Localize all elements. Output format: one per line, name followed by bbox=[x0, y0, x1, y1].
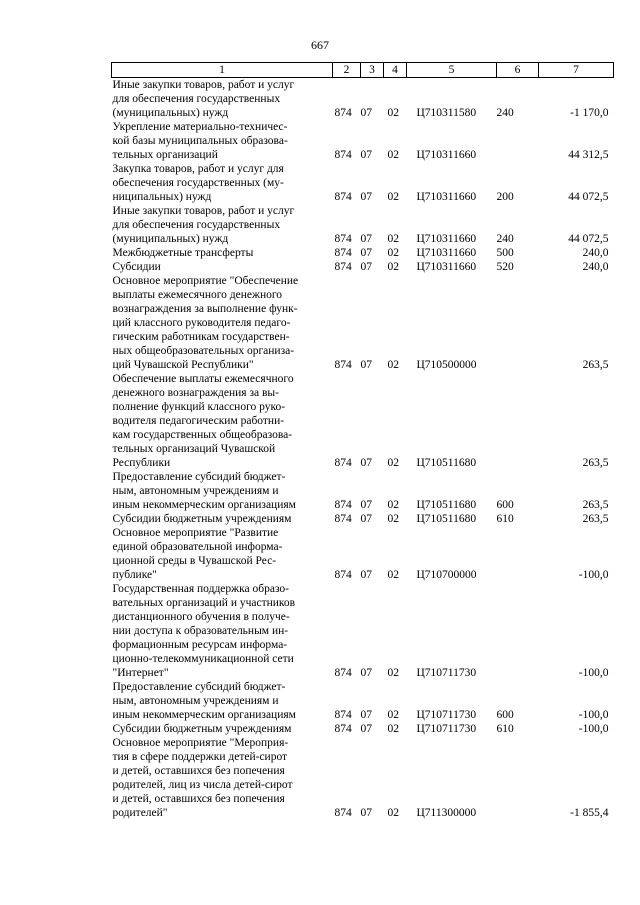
cell-c4: 02 bbox=[387, 513, 399, 525]
cell-c5: Ц710311660 bbox=[416, 149, 477, 161]
row-description bbox=[112, 512, 333, 526]
cell-c7: 240,0 bbox=[582, 261, 609, 273]
row-description bbox=[112, 78, 333, 121]
cell-c4: 02 bbox=[387, 191, 399, 203]
cell-c5: Ц710311660 bbox=[416, 261, 477, 273]
header-cell-2: 2 bbox=[333, 63, 361, 78]
cell-c3: 07 bbox=[360, 149, 372, 161]
cell-c2: 874 bbox=[334, 723, 352, 735]
cell-c5: Ц710311660 bbox=[416, 233, 477, 245]
cell-c2: 874 bbox=[334, 191, 352, 203]
table-row bbox=[112, 246, 614, 260]
row-description bbox=[112, 162, 333, 204]
row-description bbox=[112, 582, 333, 680]
description-line: Иные закупки товаров, работ и услуг bbox=[112, 79, 295, 91]
cell-c3: 07 bbox=[360, 107, 372, 119]
description-line: нии доступа к образовательным ин- bbox=[112, 625, 289, 637]
description-line: (муниципальных) нужд bbox=[112, 107, 229, 119]
cell-c7: 44 312,5 bbox=[568, 149, 609, 161]
cell-c5: Ц710711730 bbox=[416, 667, 477, 679]
cell-c4: 02 bbox=[387, 149, 399, 161]
cell-c5: Ц710511680 bbox=[416, 499, 477, 511]
cell-c7: -100,0 bbox=[578, 723, 609, 735]
cell-c3: 07 bbox=[360, 247, 372, 259]
description-line: ционной среды в Чувашской Рес- bbox=[112, 555, 277, 567]
cell-c2: 874 bbox=[334, 667, 352, 679]
cell-c7: 263,5 bbox=[582, 513, 609, 525]
row-description bbox=[112, 204, 333, 246]
cell-c4: 02 bbox=[387, 807, 399, 819]
row-description bbox=[112, 274, 333, 372]
description-line: водителя педагогическим работни- bbox=[112, 415, 285, 427]
cell-c4: 02 bbox=[387, 569, 399, 581]
cell-c3: 07 bbox=[360, 233, 372, 245]
cell-c6: 600 bbox=[496, 709, 514, 721]
cell-c2: 874 bbox=[334, 359, 352, 371]
description-line: Субсидии бюджетным учреждениям bbox=[112, 513, 292, 525]
description-line: публике" bbox=[112, 569, 157, 581]
table-row bbox=[112, 78, 614, 121]
description-line: "Интернет" bbox=[112, 667, 169, 679]
description-line: ных общеобразовательных организа- bbox=[112, 345, 295, 357]
description-line: Субсидии bbox=[112, 261, 161, 273]
description-line: для обеспечения государственных bbox=[112, 219, 281, 231]
cell-c2: 874 bbox=[334, 807, 352, 819]
table-body bbox=[112, 78, 614, 821]
description-line: кой базы муниципальных образова- bbox=[112, 135, 288, 147]
budget-table bbox=[111, 62, 614, 820]
table-row bbox=[112, 680, 614, 722]
cell-c4: 02 bbox=[387, 709, 399, 721]
description-line: для обеспечения государственных bbox=[112, 93, 281, 105]
header-cell-3: 3 bbox=[361, 63, 384, 78]
cell-c2: 874 bbox=[334, 499, 352, 511]
cell-c5: Ц710711730 bbox=[416, 709, 477, 721]
cell-c3: 07 bbox=[360, 569, 372, 581]
cell-c4: 02 bbox=[387, 107, 399, 119]
cell-c2: 874 bbox=[334, 261, 352, 273]
description-line: дистанционного обучения в получе- bbox=[112, 611, 290, 623]
cell-c3: 07 bbox=[360, 261, 372, 273]
cell-c5: Ц710511680 bbox=[416, 513, 477, 525]
cell-c5: Ц710511680 bbox=[416, 457, 477, 469]
description-line: ным, автономным учреждениям и bbox=[112, 485, 279, 497]
row-description bbox=[112, 470, 333, 512]
header-cell-6: 6 bbox=[497, 63, 539, 78]
row-description bbox=[112, 680, 333, 722]
description-line: иным некоммерческим организациям bbox=[112, 499, 296, 511]
description-line: тельных организаций Чувашской bbox=[112, 443, 276, 455]
cell-c2: 874 bbox=[334, 247, 352, 259]
cell-c3: 07 bbox=[360, 723, 372, 735]
table-row bbox=[112, 120, 614, 162]
description-line: (муниципальных) нужд bbox=[112, 233, 229, 245]
cell-c7: -100,0 bbox=[578, 709, 609, 721]
header-cell-7: 7 bbox=[539, 63, 614, 78]
description-line: Республики bbox=[112, 457, 171, 469]
cell-c2: 874 bbox=[334, 233, 352, 245]
description-line: кам государственных общеобразова- bbox=[112, 429, 293, 441]
description-line: Основное мероприятие "Мероприя- bbox=[112, 737, 289, 749]
cell-c6: 610 bbox=[496, 513, 514, 525]
table-row bbox=[112, 204, 614, 246]
cell-c6 bbox=[497, 120, 539, 162]
table-row bbox=[112, 470, 614, 512]
description-line: Обеспечение выплаты ежемесячного bbox=[112, 373, 294, 385]
description-line: ций классного руководителя педаго- bbox=[112, 317, 291, 329]
cell-c7: 263,5 bbox=[582, 499, 609, 511]
header-cell-4: 4 bbox=[384, 63, 407, 78]
cell-c7: 240,0 bbox=[582, 247, 609, 259]
table-row bbox=[112, 582, 614, 680]
cell-c4: 02 bbox=[387, 457, 399, 469]
cell-c7: -100,0 bbox=[578, 667, 609, 679]
row-description bbox=[112, 372, 333, 470]
cell-c7: -100,0 bbox=[578, 569, 609, 581]
cell-c6: 600 bbox=[496, 499, 514, 511]
table-row bbox=[112, 736, 614, 820]
cell-c7: 263,5 bbox=[582, 359, 609, 371]
table-row bbox=[112, 372, 614, 470]
description-line: ным, автономным учреждениям и bbox=[112, 695, 279, 707]
description-line: Предоставление субсидий бюджет- bbox=[112, 681, 286, 693]
cell-c6: 240 bbox=[496, 233, 514, 245]
cell-c6 bbox=[497, 372, 539, 470]
description-line: ций Чувашской Республики" bbox=[112, 359, 254, 371]
cell-c7: 44 072,5 bbox=[568, 191, 609, 203]
header-cell-5: 5 bbox=[407, 63, 497, 78]
cell-c3: 07 bbox=[360, 457, 372, 469]
cell-c2: 874 bbox=[334, 107, 352, 119]
description-line: Предоставление субсидий бюджет- bbox=[112, 471, 286, 483]
cell-c4: 02 bbox=[387, 261, 399, 273]
row-description bbox=[112, 120, 333, 162]
page-number: 667 bbox=[311, 38, 329, 52]
cell-c3: 07 bbox=[360, 807, 372, 819]
description-line: ниципальных) нужд bbox=[112, 191, 212, 203]
description-line: ционно-телекоммуникационной сети bbox=[112, 653, 294, 665]
description-line: и детей, оставшихся без попечения bbox=[112, 793, 285, 805]
cell-c2: 874 bbox=[334, 569, 352, 581]
description-line: формационным ресурсам информа- bbox=[112, 639, 288, 651]
description-line: и детей, оставшихся без попечения bbox=[112, 765, 285, 777]
description-line: денежного вознаграждения за вы- bbox=[112, 387, 279, 399]
cell-c6: 520 bbox=[496, 261, 514, 273]
cell-c5: Ц710711730 bbox=[416, 723, 477, 735]
cell-c6 bbox=[497, 582, 539, 680]
description-line: родителей, лиц из числа детей-сирот bbox=[112, 779, 293, 791]
description-line: иным некоммерческим организациям bbox=[112, 709, 296, 721]
cell-c4: 02 bbox=[387, 233, 399, 245]
row-description bbox=[112, 722, 333, 736]
cell-c7: 263,5 bbox=[582, 457, 609, 469]
description-line: обеспечения государственных (му- bbox=[112, 177, 284, 189]
description-line: Основное мероприятие "Развитие bbox=[112, 527, 279, 539]
cell-c3: 07 bbox=[360, 709, 372, 721]
cell-c2: 874 bbox=[334, 513, 352, 525]
cell-c7: -1 170,0 bbox=[570, 107, 609, 119]
table-row bbox=[112, 722, 614, 736]
cell-c5: Ц711300000 bbox=[416, 807, 477, 819]
cell-c5: Ц710500000 bbox=[416, 359, 477, 371]
description-line: вательных организаций и участников bbox=[112, 597, 296, 609]
cell-c5: Ц710700000 bbox=[416, 569, 477, 581]
cell-c7: 44 072,5 bbox=[568, 233, 609, 245]
description-line: Государственная поддержка образо- bbox=[112, 583, 290, 595]
table-row bbox=[112, 274, 614, 372]
cell-c2: 874 bbox=[334, 149, 352, 161]
cell-c6: 610 bbox=[496, 723, 514, 735]
cell-c3: 07 bbox=[360, 359, 372, 371]
row-description bbox=[112, 246, 333, 260]
description-line: Укрепление материально-техничес- bbox=[112, 121, 288, 133]
description-line: тия в сфере поддержки детей-сирот bbox=[112, 751, 288, 763]
cell-c7: -1 855,4 bbox=[570, 807, 609, 819]
cell-c6: 500 bbox=[496, 247, 514, 259]
row-description bbox=[112, 736, 333, 820]
cell-c4: 02 bbox=[387, 667, 399, 679]
cell-c5: Ц710311660 bbox=[416, 191, 477, 203]
description-line: полнение функций классного руко- bbox=[112, 401, 286, 413]
cell-c3: 07 bbox=[360, 667, 372, 679]
table-row bbox=[112, 260, 614, 274]
description-line: тельных организаций bbox=[112, 149, 218, 161]
description-line: Закупка товаров, работ и услуг для bbox=[112, 163, 284, 175]
cell-c5: Ц710311580 bbox=[416, 107, 477, 119]
cell-c4: 02 bbox=[387, 723, 399, 735]
description-line: Иные закупки товаров, работ и услуг bbox=[112, 205, 295, 217]
description-line: выплаты ежемесячного денежного bbox=[112, 289, 283, 301]
cell-c3: 07 bbox=[360, 191, 372, 203]
table-row bbox=[112, 526, 614, 582]
cell-c6 bbox=[497, 274, 539, 372]
row-description bbox=[112, 260, 333, 274]
cell-c4: 02 bbox=[387, 499, 399, 511]
cell-c6: 200 bbox=[496, 191, 514, 203]
cell-c4: 02 bbox=[387, 247, 399, 259]
row-description bbox=[112, 526, 333, 582]
description-line: родителей" bbox=[112, 807, 168, 819]
cell-c4: 02 bbox=[387, 359, 399, 371]
table-row bbox=[112, 512, 614, 526]
description-line: вознаграждения за выполнение функ- bbox=[112, 303, 298, 315]
cell-c6 bbox=[497, 526, 539, 582]
cell-c3: 07 bbox=[360, 513, 372, 525]
description-line: Основное мероприятие "Обеспечение bbox=[112, 275, 299, 287]
header-cell-1: 1 bbox=[112, 63, 333, 78]
description-line: Межбюджетные трансферты bbox=[112, 247, 254, 259]
cell-c3: 07 bbox=[360, 499, 372, 511]
cell-c6 bbox=[497, 736, 539, 820]
description-line: гическим работникам государствен- bbox=[112, 331, 290, 343]
cell-c2: 874 bbox=[334, 457, 352, 469]
description-line: Субсидии бюджетным учреждениям bbox=[112, 723, 292, 735]
cell-c5: Ц710311660 bbox=[416, 247, 477, 259]
table-row bbox=[112, 162, 614, 204]
cell-c6: 240 bbox=[496, 107, 514, 119]
description-line: единой образовательной информа- bbox=[112, 541, 283, 553]
cell-c2: 874 bbox=[334, 709, 352, 721]
header-row bbox=[112, 63, 614, 78]
